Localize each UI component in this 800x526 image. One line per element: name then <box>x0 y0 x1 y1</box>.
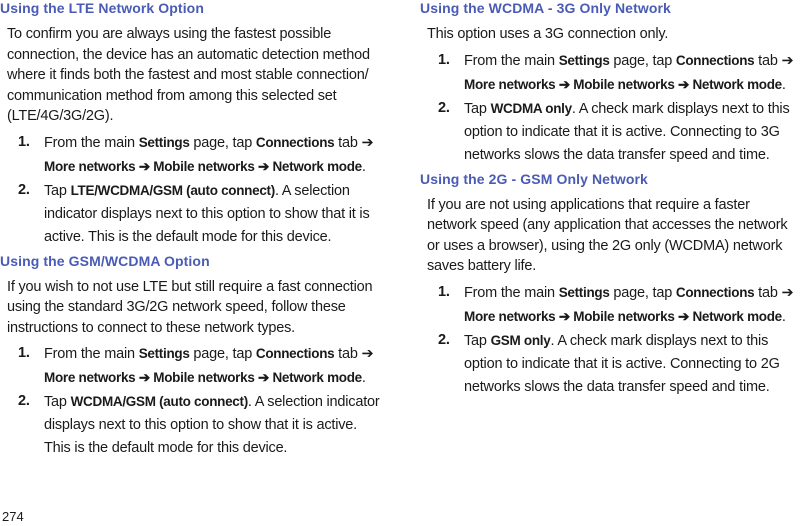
step-item: 2. Tap WCDMA only. A check mark displays next to this option to indicate that it is active. Connecting to 3G networks slows the data transfer speed and time. <box>420 97 800 167</box>
step-item: 2. Tap LTE/WCDMA/GSM (auto connect). A selection indicator displays next to this option to show that it is active. This is the default mode for this device. <box>0 179 385 249</box>
step-item: 1. From the main Settings page, tap Connections tab ➔ More networks ➔ Mobile networks ➔ Network mode. <box>0 342 385 390</box>
step-number: 2. <box>438 99 450 116</box>
page-number: 274 <box>2 509 24 524</box>
section-paragraph: If you wish to not use LTE but still require a fast connection using the standard 3G/2G network speed, follow these instructions to connect to these network types. <box>7 278 373 336</box>
step-number: 1. <box>438 283 450 300</box>
section-gsm-wcdma <box>0 253 385 461</box>
step-number: 2. <box>438 331 450 348</box>
section-heading: Using the WCDMA - 3G Only Network <box>420 0 671 16</box>
section-heading: Using the LTE Network Option <box>0 0 204 16</box>
step-item: 1. From the main Settings page, tap Connections tab ➔ More networks ➔ Mobile networks ➔ Network mode. <box>420 49 800 97</box>
step-item: 1. From the main Settings page, tap Connections tab ➔ More networks ➔ Mobile networks ➔ Network mode. <box>420 281 800 329</box>
section-paragraph: If you are not using applications that require a faster network speed (any application that accesses the network or uses a browser), using the 2G only (WCDMA) network saves battery life. <box>427 196 788 274</box>
section-heading: Using the GSM/WCDMA Option <box>0 252 210 269</box>
step-number: 1. <box>18 133 30 150</box>
section-gsm-2g <box>420 171 800 399</box>
section-paragraph: This option uses a 3G connection only. <box>427 26 669 42</box>
left-column <box>0 0 385 460</box>
step-number: 2. <box>18 181 30 198</box>
step-item: 1. From the main Settings page, tap Connections tab ➔ More networks ➔ Mobile networks ➔ Network mode. <box>0 131 385 179</box>
step-number: 2. <box>18 393 30 409</box>
step-number: 1. <box>438 51 450 68</box>
step-number: 1. <box>18 345 30 361</box>
section-wcdma-3g <box>420 0 800 167</box>
step-item: 2. Tap WCDMA/GSM (auto connect). A selection indicator displays next to this option to show that it is active. This is the default mode for this device. <box>0 390 385 460</box>
section-heading: Using the 2G - GSM Only Network <box>420 170 648 187</box>
right-column <box>420 0 800 399</box>
step-item: 2. Tap GSM only. A check mark displays next to this option to indicate that it is active. Connecting to 2G networks slows the data transfer speed and time. <box>420 329 800 399</box>
section-paragraph: To confirm you are always using the fastest possible connection, the device has an automatic detection method where it finds both the fastest and most stable connection/ communication method from among this selected set (LTE/4G/3G/2G). <box>7 26 370 124</box>
section-lte <box>0 0 385 249</box>
